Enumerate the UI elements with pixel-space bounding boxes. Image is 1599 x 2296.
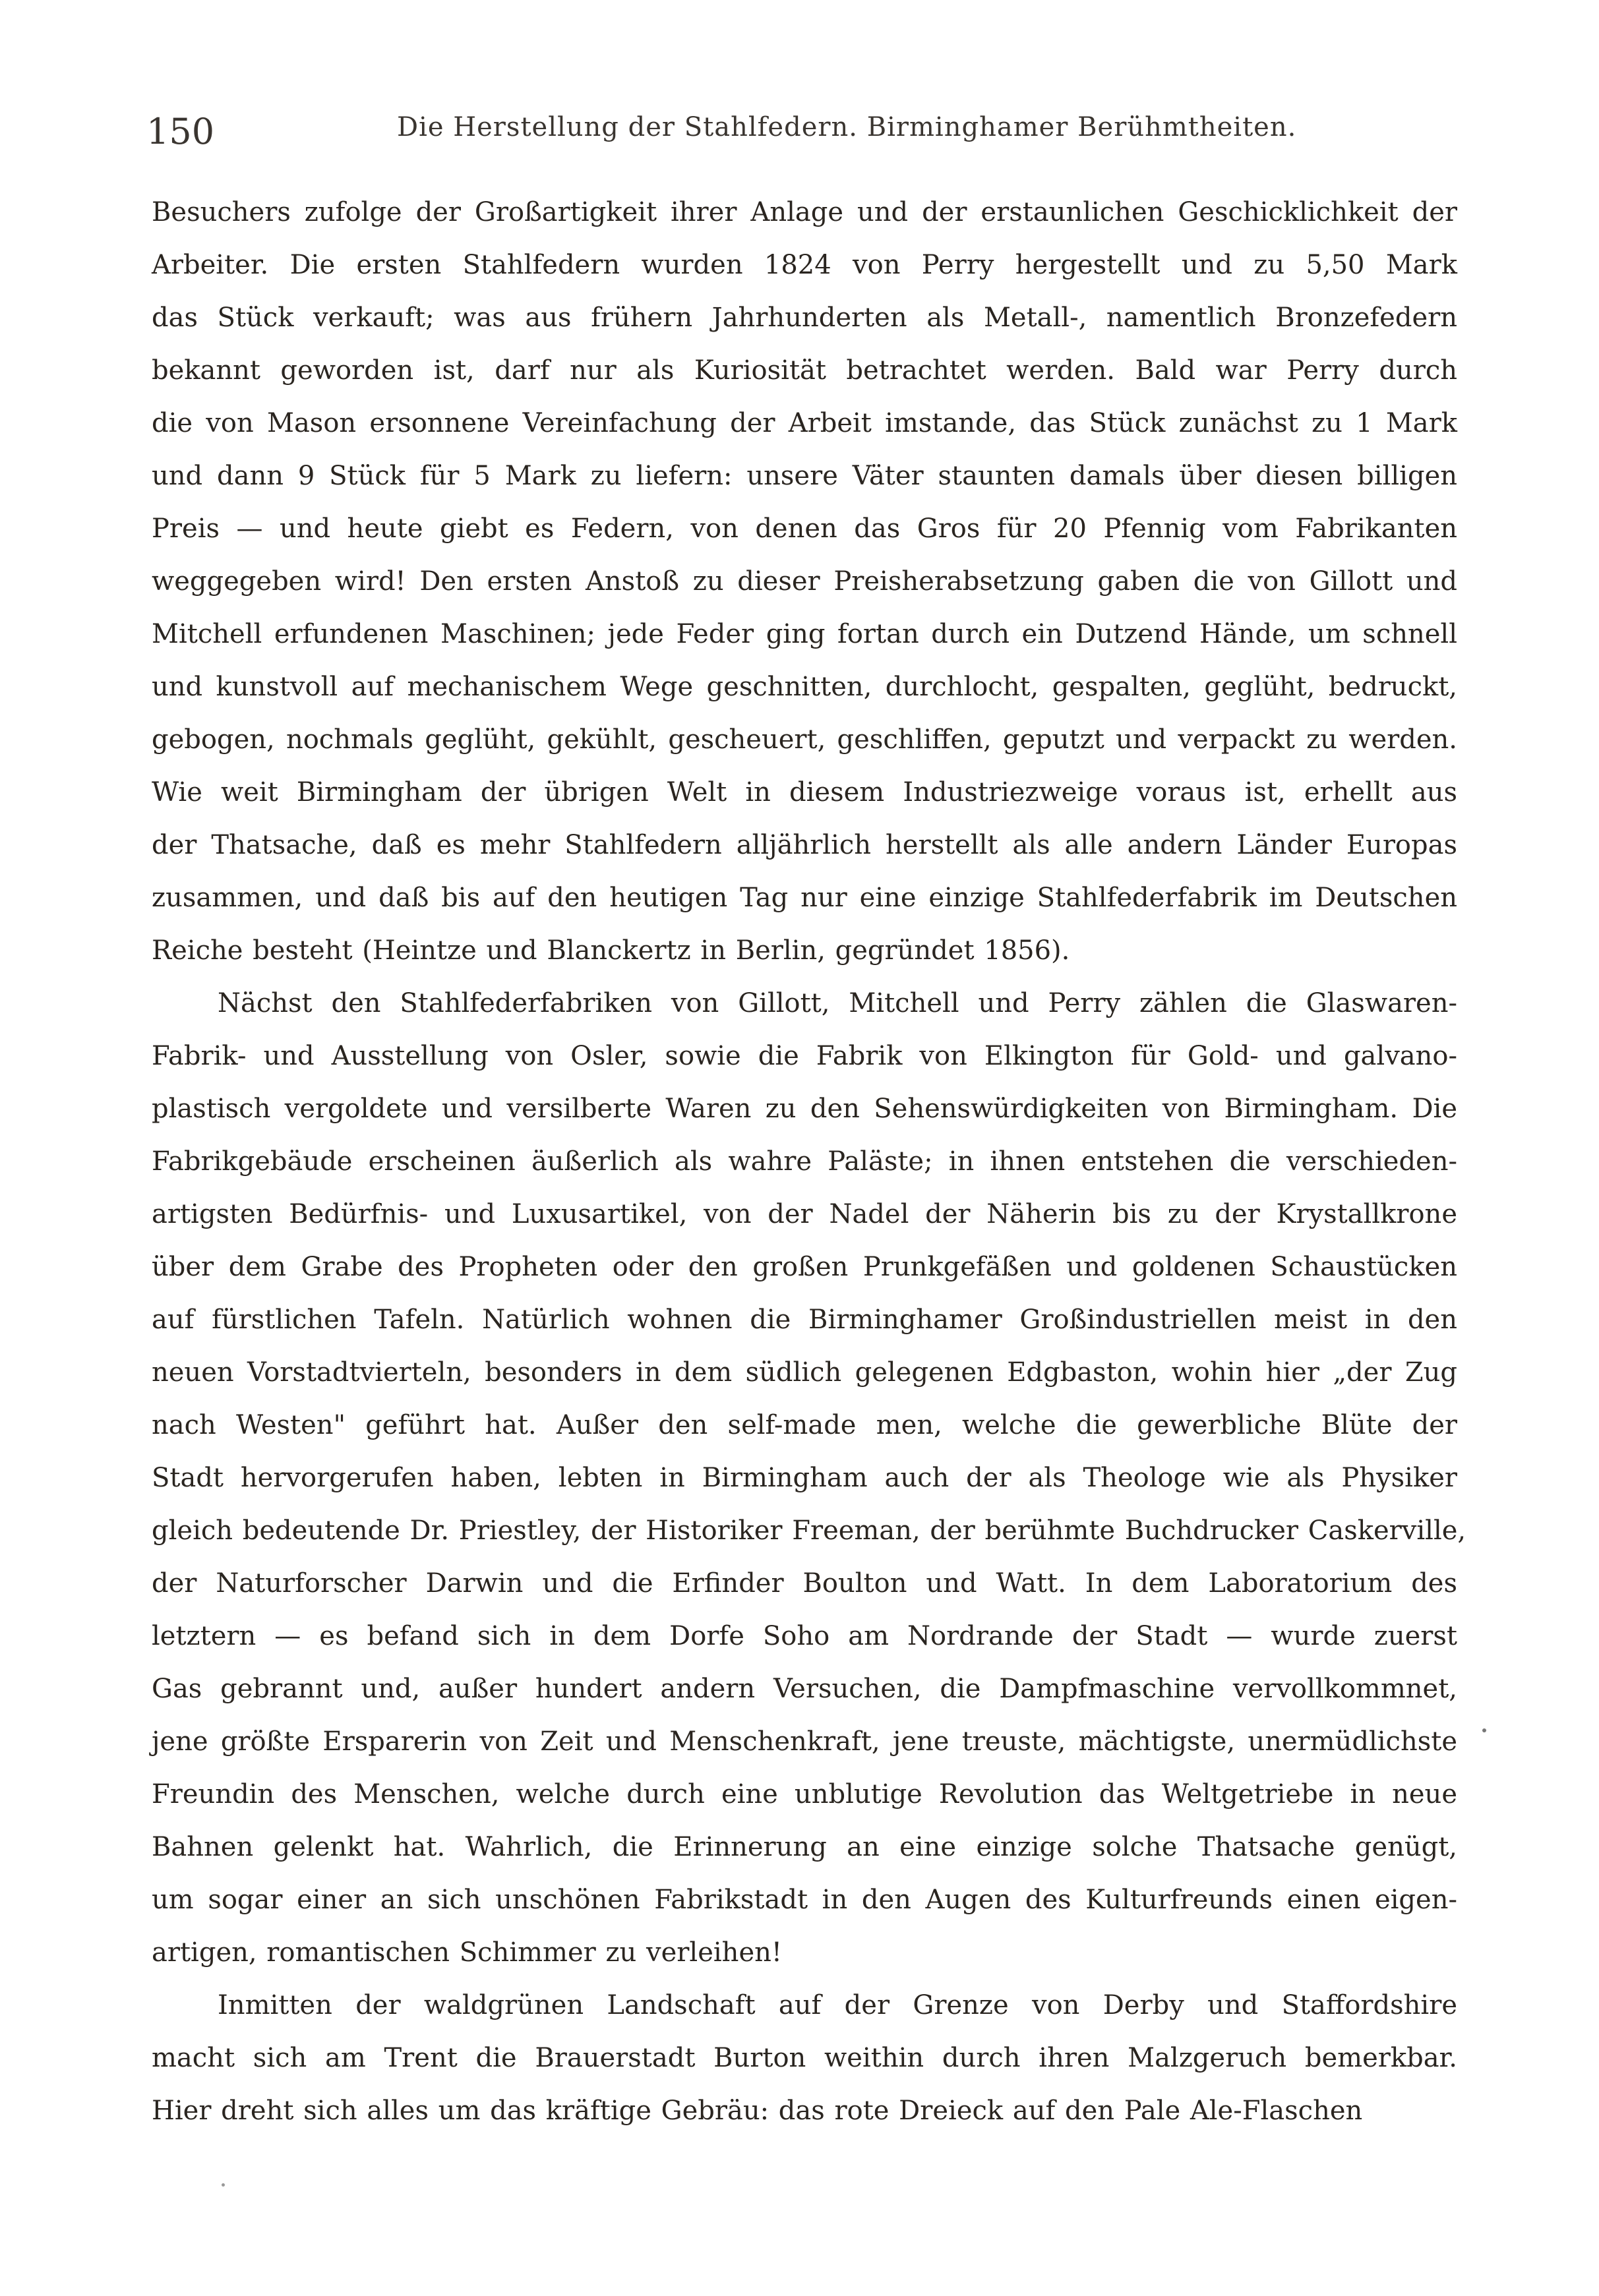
- text-line: artigen, romantischen Schimmer zu verleihen!: [152, 1937, 782, 1968]
- text-line: bekannt geworden ist, darf nur als Kuriosität betrachtet werden. Bald war Perry durch: [152, 355, 1457, 386]
- paragraph: [152, 186, 1457, 977]
- text-line: Hier dreht sich alles um das kräftige Gebräu: das rote Dreieck auf den Pale Ale-Flaschen: [152, 2096, 1363, 2126]
- text-line: auf fürstlichen Tafeln. Natürlich wohnen die Birminghamer Großindustriellen meist in den: [152, 1305, 1457, 1335]
- text-line: Nächst den Stahlfederfabriken von Gillott, Mitchell und Perry zählen die Glaswaren-: [218, 988, 1457, 1018]
- text-line: Fabrikgebäude erscheinen äußerlich als wahre Paläste; in ihnen entstehen die verschieden-: [152, 1146, 1457, 1177]
- running-title: Die Herstellung der Stahlfedern. Birminghamer Berühmtheiten.: [397, 112, 1297, 142]
- text-line: Inmitten der waldgrünen Landschaft auf der Grenze von Derby und Staffordshire: [218, 1990, 1457, 2020]
- text-line: und dann 9 Stück für 5 Mark zu liefern: unsere Väter staunten damals über diesen billigen: [152, 461, 1457, 491]
- text-line: gleich bedeutende Dr. Priestley, der Historiker Freeman, der berühmte Buchdrucker Caskerville,: [152, 1516, 1466, 1546]
- body-text: [152, 186, 1466, 2137]
- text-line: und kunstvoll auf mechanischem Wege geschnitten, durchlocht, gespalten, geglüht, bedruckt,: [152, 672, 1457, 702]
- text-line: Fabrik- und Ausstellung von Osler, sowie die Fabrik von Elkington für Gold- und galvano-: [152, 1041, 1457, 1071]
- margin-dot: [1482, 1728, 1486, 1732]
- text-line: das Stück verkauft; was aus frühern Jahrhunderten als Metall-, namentlich Bronzefedern: [152, 303, 1457, 333]
- text-line: plastisch vergoldete und versilberte Waren zu den Sehenswürdigkeiten von Birmingham. Die: [152, 1094, 1457, 1124]
- text-line: Preis — und heute giebt es Federn, von denen das Gros für 20 Pfennig vom Fabrikanten: [152, 514, 1457, 544]
- text-line: jene größte Ersparerin von Zeit und Menschenkraft, jene treuste, mächtigste, unermüdlichste: [152, 1726, 1457, 1757]
- text-line: macht sich am Trent die Brauerstadt Burton weithin durch ihren Malzgeruch bemerkbar.: [152, 2043, 1457, 2073]
- text-line: Bahnen gelenkt hat. Wahrlich, die Erinnerung an eine einzige solche Thatsache genügt,: [152, 1832, 1457, 1862]
- text-line: Wie weit Birmingham der übrigen Welt in diesem Industriezweige voraus ist, erhellt aus: [152, 777, 1457, 808]
- text-line: um sogar einer an sich unschönen Fabrikstadt in den Augen des Kulturfreunds einen eigen-: [152, 1885, 1457, 1915]
- text-line: neuen Vorstadtvierteln, besonders in dem südlich gelegenen Edgbaston, wohin hier „der Zug: [152, 1357, 1457, 1388]
- paragraph: [152, 977, 1466, 1979]
- text-line: Freundin des Menschen, welche durch eine unblutige Revolution das Weltgetriebe in neue: [152, 1779, 1457, 1810]
- text-line: der Thatsache, daß es mehr Stahlfedern alljährlich herstellt als alle andern Länder Europas: [152, 830, 1457, 860]
- text-line: Reiche besteht (Heintze und Blanckertz in Berlin, gegründet 1856).: [152, 935, 1070, 966]
- text-line: gebogen, nochmals geglüht, gekühlt, gescheuert, geschliffen, geputzt und verpackt zu werden.: [152, 724, 1457, 755]
- text-line: der Naturforscher Darwin und die Erfinder Boulton und Watt. In dem Laboratorium des: [152, 1568, 1457, 1599]
- text-line: weggegeben wird! Den ersten Anstoß zu dieser Preisherabsetzung gaben die von Gillott und: [152, 566, 1457, 597]
- text-line: Besuchers zufolge der Großartigkeit ihrer Anlage und der erstaunlichen Geschicklichkeit der: [152, 197, 1457, 227]
- text-line: Gas gebrannt und, außer hundert andern Versuchen, die Dampfmaschine vervollkommnet,: [152, 1674, 1457, 1704]
- text-line: nach Westen" geführt hat. Außer den self-made men, welche die gewerbliche Blüte der: [152, 1410, 1457, 1440]
- margin-dot: [222, 2183, 225, 2187]
- text-line: über dem Grabe des Propheten oder den großen Prunkgefäßen und goldenen Schaustücken: [152, 1252, 1457, 1282]
- text-line: letztern — es befand sich in dem Dorfe Soho am Nordrande der Stadt — wurde zuerst: [152, 1621, 1457, 1651]
- paragraph: [152, 1979, 1457, 2137]
- text-line: die von Mason ersonnene Vereinfachung der Arbeit imstande, das Stück zunächst zu 1 Mark: [152, 408, 1457, 438]
- text-line: Arbeiter. Die ersten Stahlfedern wurden 1824 von Perry hergestellt und zu 5,50 Mark: [152, 250, 1457, 280]
- page-number: 150: [146, 111, 215, 152]
- page-header: [146, 104, 1462, 157]
- text-line: Mitchell erfundenen Maschinen; jede Feder ging fortan durch ein Dutzend Hände, um schnell: [152, 619, 1457, 649]
- text-line: artigsten Bedürfnis- und Luxusartikel, von der Nadel der Näherin bis zu der Krystallkrone: [152, 1199, 1457, 1229]
- text-line: zusammen, und daß bis auf den heutigen Tag nur eine einzige Stahlfederfabrik im Deutschen: [152, 883, 1457, 913]
- text-line: Stadt hervorgerufen haben, lebten in Birmingham auch der als Theologe wie als Physiker: [152, 1463, 1457, 1493]
